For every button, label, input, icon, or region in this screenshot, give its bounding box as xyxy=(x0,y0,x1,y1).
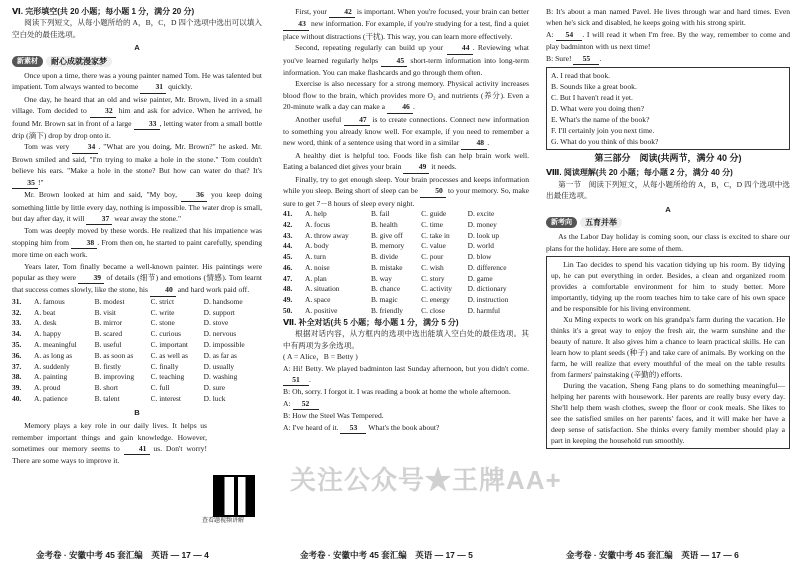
footer-page-4: 金考卷 · 安徽中考 45 套汇编 英语 — 17 — 4 xyxy=(36,550,209,560)
option-row xyxy=(12,318,262,329)
text: B: It's about a man named Pavel. He lives through war and hard times. Even when he's sick and disabled, he keeps going with his strong spirit. xyxy=(546,7,790,28)
options-table xyxy=(12,297,262,405)
option[interactable]: A. proud xyxy=(34,383,61,393)
watermark: 关注公众号★王牌AA+ xyxy=(290,465,562,495)
question-number: 47. xyxy=(283,273,293,283)
option[interactable]: A. meaningful xyxy=(34,339,77,349)
option-row xyxy=(12,351,262,362)
text: , letting water from a small bottle drip (滴下) drop by drop onto it. xyxy=(12,118,263,141)
question-number: 34. xyxy=(12,329,22,339)
section-title: Ⅷ. 阅读理解(共 20 小题；每小题 2 分，满分 40 分) xyxy=(546,168,733,178)
paragraph xyxy=(546,53,790,65)
qr-code[interactable] xyxy=(213,475,255,517)
question-number: 36. xyxy=(12,350,22,360)
option[interactable]: B. magic xyxy=(370,295,398,305)
option[interactable]: A. beat xyxy=(34,307,56,317)
answer-blank[interactable]: 42 xyxy=(329,6,355,18)
option[interactable]: B. fail xyxy=(370,208,390,218)
option[interactable]: B. modest xyxy=(94,296,125,306)
option[interactable]: C. strict xyxy=(150,296,174,306)
plan-paragraph: Xu Ming expects to work on his grandpa's farm during the vacation. He thinks it's a great way to enjoy the fresh air, the warm sunshine and the beauty of nature. It also gives him a chance to learn practical skills. He can learn how to plant seeds (种子) and take care of animals. By working on the farm, he will realize that every mouthful of the meal on the table results from farmers' painstaking (辛勤的) efforts. xyxy=(551,315,785,380)
text: Finally, try to get enough sleep. Your brain processes and keeps information while you sleep. Being short of sleep can be xyxy=(283,174,529,196)
text: Memory plays a key role in our daily lives. It helps us remember important things and gain knowledge. However, sometimes our memory seems to xyxy=(12,421,207,453)
text: . xyxy=(309,374,311,384)
option[interactable]: D. world xyxy=(467,241,494,251)
answer-blank[interactable]: 48 xyxy=(461,137,487,149)
text: A healthy diet is helpful too. Foods like fish can help brain work well. Eating a balanced diet gives your brain xyxy=(283,150,529,172)
option[interactable]: B. short xyxy=(94,383,119,393)
option[interactable]: B. useful xyxy=(94,339,122,349)
option[interactable]: A. help xyxy=(305,208,327,218)
paragraph xyxy=(283,174,529,209)
passage-a-body xyxy=(12,70,262,297)
option[interactable]: A. painting xyxy=(34,372,68,382)
text: is to create connections. Connect new information to something you already know well. For example, if you need to remember a new word, think of a sentence using that word in a similar xyxy=(283,114,529,148)
column-3 xyxy=(546,6,790,451)
text: Another useful xyxy=(295,114,344,124)
option[interactable]: A. famous xyxy=(34,296,65,306)
question-number: 40. xyxy=(12,393,22,403)
text: us. Don't worry! There are some ways to improve it. xyxy=(12,443,207,466)
dialog-options-box xyxy=(546,67,790,150)
option[interactable]: C. teaching xyxy=(150,372,185,382)
option[interactable]: A. desk xyxy=(34,318,57,328)
text: and hard work paid off. xyxy=(175,285,250,295)
paragraph xyxy=(12,225,262,260)
paragraph xyxy=(283,410,529,421)
text: First, your xyxy=(295,7,329,16)
answer-blank[interactable]: 33 xyxy=(134,118,160,130)
option[interactable]: D. nervous xyxy=(203,329,237,339)
option-row xyxy=(283,263,529,274)
qr-label: 查看题视频讲解 xyxy=(202,518,245,524)
text: A: Hi! Betty. We played badminton last Sunday afternoon, but you didn't come. xyxy=(283,363,529,373)
text: quickly. xyxy=(166,82,193,92)
dialog-roles: ( A = Alice，B = Betty ) xyxy=(283,352,358,362)
answer-blank[interactable]: 37 xyxy=(86,213,112,225)
question-number: 31. xyxy=(12,296,22,306)
option[interactable]: C. story xyxy=(421,273,445,283)
option-row xyxy=(12,394,262,405)
question-number: 44. xyxy=(283,241,293,251)
option[interactable]: D. difference xyxy=(467,262,507,272)
dialog-continued xyxy=(546,6,790,65)
option-row xyxy=(12,308,262,319)
text: it needs. xyxy=(429,162,457,172)
option[interactable]: C. full xyxy=(150,383,170,393)
question-number: 38. xyxy=(12,372,22,382)
option[interactable]: B. visit xyxy=(94,307,116,317)
question-number: 39. xyxy=(12,383,22,393)
option[interactable]: D. handsome xyxy=(203,296,243,306)
option[interactable]: C. take in xyxy=(421,230,450,240)
paragraph xyxy=(283,150,529,174)
answer-blank[interactable]: 52 xyxy=(293,398,319,410)
paragraph xyxy=(12,94,262,142)
text: of details (细节) and emotions (情感). Tom learnt that success comes slowly, like the stone, his xyxy=(12,272,262,295)
answer-blank[interactable]: 39 xyxy=(78,272,104,284)
paragraph xyxy=(283,398,529,410)
answer-blank[interactable]: 45 xyxy=(381,55,407,67)
text: Mr. Brown looked at him and said, "My boy, xyxy=(24,190,181,200)
option-row xyxy=(283,220,529,231)
section-title: Ⅵ. 完形填空(共 20 小题；每小题 1 分，满分 20 分) xyxy=(12,7,195,16)
answer-blank[interactable]: 50 xyxy=(420,185,446,197)
paragraph xyxy=(283,422,529,434)
option[interactable]: B. mistake xyxy=(370,262,403,272)
question-number: 50. xyxy=(283,306,293,316)
option[interactable]: D. instruction xyxy=(467,295,509,305)
passage-intro: As the Labor Day holiday is coming soon, our class is excited to share our plans for the holiday. Here are some of them. xyxy=(546,232,790,253)
footer-page-6: 金考卷 · 安徽中考 45 套汇编 英语 — 17 — 6 xyxy=(566,550,739,560)
text: new information. For example, if you're studying for a test, find a quiet place without distractions (干扰). This way, you can learn more effectively. xyxy=(283,19,529,41)
section-instructions: 阅读下列短文，从每小题所给的 A，B，C，D 四个选项中选出可以填入空白处的最佳选项。 xyxy=(12,18,262,39)
option[interactable]: D. usually xyxy=(203,361,235,371)
option[interactable]: A. plan xyxy=(305,273,327,283)
option[interactable]: D. stove xyxy=(203,318,229,328)
option-row xyxy=(12,340,262,351)
option[interactable]: C. value xyxy=(421,241,446,251)
option[interactable]: C. time xyxy=(421,219,443,229)
option[interactable]: B. mirror xyxy=(94,318,123,328)
passage-banner xyxy=(12,56,262,67)
answer-blank[interactable]: 46 xyxy=(387,101,413,113)
option-row xyxy=(283,284,529,295)
option[interactable]: A. body xyxy=(305,241,329,251)
option-row xyxy=(283,252,529,263)
footer-page-5: 金考卷 · 安徽中考 45 套汇编 英语 — 17 — 5 xyxy=(300,550,473,560)
option[interactable]: B. as soon as xyxy=(94,350,134,360)
dialog-option[interactable]: C. But I haven't read it yet. xyxy=(551,93,633,103)
answer-blank[interactable]: 53 xyxy=(340,422,366,434)
option[interactable]: A. as long as xyxy=(34,350,73,360)
option[interactable]: A. focus xyxy=(305,219,331,229)
question-number: 35. xyxy=(12,339,22,349)
paragraph xyxy=(283,363,529,387)
option[interactable]: C. close xyxy=(421,306,445,316)
text: A: xyxy=(546,29,557,39)
answer-blank[interactable]: 47 xyxy=(344,114,370,126)
paragraph xyxy=(546,29,790,53)
option[interactable]: B. firstly xyxy=(94,361,121,371)
text: Tom was deeply moved by these words. He realized that his impatience was stopping him from xyxy=(12,226,262,247)
text: . xyxy=(487,138,490,148)
option-row xyxy=(283,241,529,252)
option[interactable]: C. guide xyxy=(421,208,447,218)
banner-title: 耐心成就漫家梦 xyxy=(46,56,112,67)
plan-paragraph: During the vacation, Sheng Fang plans to do something meaningful—helping her parents with housework. Her parents are really busy every day. She'll help them wash clothes, sweep the floor or cook meals. She likes to see the satisfied smiles on her parents' faces, and it will make her have a deep sense of satisfaction. She thinks every family member should play a part in keeping the household run smoothly. xyxy=(551,381,785,446)
options-table xyxy=(283,209,529,317)
text: . "What are you doing, Mr. Brown?" he asked. Mr. Brown smiled and said, "I'm trying to make a hole in the stone." Tom couldn't believe his ears. "Make a hole in the stone? But how can water do that? It's xyxy=(12,142,262,176)
option[interactable]: B. talent xyxy=(94,393,120,403)
paragraph xyxy=(283,6,529,42)
passage-label: A xyxy=(665,204,671,214)
dialog-option[interactable]: B. Sounds like a great book. xyxy=(551,82,637,92)
question-number: 42. xyxy=(283,219,293,229)
question-number: 41. xyxy=(283,208,293,218)
passage-label: B xyxy=(134,407,140,417)
text: . From then on, he started to paint carefully, spending more time on each work. xyxy=(12,237,262,260)
plans-box xyxy=(546,256,790,449)
option[interactable]: A. positive xyxy=(305,306,338,316)
option[interactable]: A. turn xyxy=(305,252,326,262)
question-number: 37. xyxy=(12,361,22,371)
option[interactable]: D. dictionary xyxy=(467,284,507,294)
dialog-option[interactable]: F. I'll certainly join you next time. xyxy=(551,126,655,136)
option[interactable]: C. important xyxy=(150,339,188,349)
question-number: 49. xyxy=(283,295,293,305)
text: Years later, Tom finally became a well-known painter. His paintings were popular as they were xyxy=(12,261,262,282)
option[interactable]: A. happy xyxy=(34,329,62,339)
plan-paragraph: Lin Tao decides to spend his vacation tidying up his room. By tidying up, he can put everything in order. Besides, a clean and organized room provides a comfortable environment for him to study better. More importantly, tidying up the room teaches him to take care of his own space and be responsible for his living environment. xyxy=(551,260,785,314)
text: B: Sure! xyxy=(546,53,574,63)
option[interactable]: C. wish xyxy=(421,262,444,272)
answer-blank[interactable]: 55 xyxy=(573,53,599,65)
text: short-term information into long-term information. You can make flashcards and go through them often. xyxy=(283,55,529,78)
option[interactable]: B. scared xyxy=(94,329,123,339)
option[interactable]: B. give off xyxy=(370,230,403,240)
option[interactable]: B. divide xyxy=(370,252,399,262)
text: !" xyxy=(38,177,44,187)
paragraph xyxy=(283,42,529,78)
answer-blank[interactable]: 34 xyxy=(72,141,98,153)
text: wear away the stone." xyxy=(112,213,182,223)
section-instructions: 根据对话内容，从方框内的选项中选出能填入空白处的最佳选项。其中有两项为多余选项。 xyxy=(283,329,529,350)
text: Tom was very xyxy=(24,142,73,152)
text: is important. When you're focused, your brain can better xyxy=(354,7,529,16)
question-number: 32. xyxy=(12,307,22,317)
text: A: xyxy=(283,398,293,408)
option[interactable]: C. interest xyxy=(150,393,181,403)
banner-tag: 新考向 xyxy=(546,217,577,228)
text: you keep doing something little by little every day, nothing is impossible. The water drop is small, but day after day, it will xyxy=(12,190,262,223)
option[interactable]: B. way xyxy=(370,273,392,283)
question-number: 43. xyxy=(283,230,293,240)
section-instructions: 第一节 阅读下列短文，从每小题所给的 A，B，C，D 四个选项中选出最佳选项。 xyxy=(546,179,790,201)
text: him and ask for advice. When he arrived, he found Mr. Brown sat in front of a large xyxy=(12,106,262,128)
paragraph xyxy=(12,420,207,467)
option[interactable]: C. energy xyxy=(421,295,450,305)
option-row xyxy=(283,274,529,285)
option[interactable]: C. finally xyxy=(150,361,179,371)
section-title: Ⅶ. 补全对话(共 5 小题；每小题 1 分，满分 5 分) xyxy=(283,317,459,327)
dialog-option[interactable]: E. What's the name of the book? xyxy=(551,115,650,125)
paragraph xyxy=(546,6,790,29)
question-number: 33. xyxy=(12,318,22,328)
paragraph xyxy=(12,70,262,94)
option-row xyxy=(12,329,262,340)
option-row xyxy=(283,306,529,317)
answer-blank[interactable]: 35 xyxy=(12,177,38,189)
column-2 xyxy=(283,6,529,434)
answer-blank[interactable]: 31 xyxy=(140,81,166,93)
dialog-option[interactable]: A. I read that book. xyxy=(551,71,611,81)
answer-blank[interactable]: 43 xyxy=(283,18,309,30)
passage-b-body xyxy=(12,420,207,467)
option-row xyxy=(283,231,529,242)
answer-blank[interactable]: 54 xyxy=(556,29,582,41)
option[interactable]: A. situation xyxy=(305,284,340,294)
option[interactable]: C. curious xyxy=(150,329,181,339)
option[interactable]: A. suddenly xyxy=(34,361,70,371)
question-number: 45. xyxy=(283,252,293,262)
dialog-option[interactable]: G. What do you think of this book? xyxy=(551,137,659,147)
text: . I will read it when I'm free. By the way, remember to come and play badminton with us next time! xyxy=(546,29,791,52)
text: What's the book about? xyxy=(366,422,440,432)
option-row xyxy=(12,383,262,394)
option[interactable]: D. as far as xyxy=(203,350,237,360)
option-row xyxy=(12,297,262,308)
option[interactable]: D. money xyxy=(467,219,497,229)
paragraph xyxy=(283,114,529,150)
answer-blank[interactable]: 51 xyxy=(283,374,309,386)
answer-blank[interactable]: 49 xyxy=(403,161,429,173)
option[interactable]: B. memory xyxy=(370,241,405,251)
text: . xyxy=(599,53,602,63)
text: Once upon a time, there was a young painter named Tom. He was talented but impatient. Tom always wanted to become xyxy=(12,71,262,92)
passage-banner xyxy=(546,217,790,228)
option[interactable]: D. blow xyxy=(467,252,492,262)
option-row xyxy=(283,209,529,220)
text: B: Oh, sorry. I forgot it. I was reading a book at home the whole afternoon. xyxy=(283,387,511,397)
paragraph xyxy=(12,189,262,225)
passage-label: A xyxy=(134,43,140,53)
option[interactable]: D. excite xyxy=(467,208,495,218)
option-row xyxy=(12,362,262,373)
dialog xyxy=(283,363,529,434)
option-row xyxy=(12,372,262,383)
option[interactable]: C. pour xyxy=(421,252,444,262)
dialog-option[interactable]: D. What were you doing then? xyxy=(551,104,645,114)
option[interactable]: D. sure xyxy=(203,383,226,393)
passage-b-continued xyxy=(283,6,529,209)
paragraph xyxy=(12,261,262,297)
option[interactable]: C. as well as xyxy=(150,350,188,360)
option[interactable]: D. game xyxy=(467,273,493,283)
column-1 xyxy=(12,6,262,467)
question-number: 46. xyxy=(283,262,293,272)
answer-blank[interactable]: 40 xyxy=(150,284,176,296)
text: Second, repeating regularly can build up your xyxy=(295,43,447,53)
option[interactable]: C. stone xyxy=(150,318,175,328)
question-number: 48. xyxy=(283,284,293,294)
answer-blank[interactable]: 44 xyxy=(447,42,473,54)
paragraph xyxy=(283,386,529,397)
text: to your memory. So, make sure to get 7－8 hours of sleep every night. xyxy=(283,186,529,208)
option[interactable]: D. impossible xyxy=(203,339,245,349)
answer-blank[interactable]: 32 xyxy=(90,105,116,117)
option[interactable]: A. noise xyxy=(305,262,330,272)
option-row xyxy=(283,295,529,306)
paragraph xyxy=(283,78,529,113)
text: Exercise is also necessary for a strong memory. Physical activity increases blood flow to the brain, which provides more O₂ and nutrients (养分). Even a 20-minute walk a day can make a xyxy=(283,79,529,112)
text: . xyxy=(412,102,415,112)
option[interactable]: C. activity xyxy=(421,284,452,294)
option[interactable]: D. luck xyxy=(203,393,226,403)
option[interactable]: A. space xyxy=(305,295,331,305)
option[interactable]: D. washing xyxy=(203,372,238,382)
option[interactable]: A. patience xyxy=(34,393,68,403)
text: A: I've heard of it. xyxy=(283,422,341,432)
answer-blank[interactable]: 36 xyxy=(181,189,207,201)
text: B: How the Steel Was Tempered. xyxy=(283,411,384,421)
option[interactable]: D. look up xyxy=(467,230,500,240)
text: One day, he heard that an old and wise painter, Mr. Brown, lived in a small village. Tom decided to xyxy=(12,94,262,116)
option[interactable]: B. chance xyxy=(370,284,401,294)
option[interactable]: B. improving xyxy=(94,372,135,382)
part-title: 第三部分 阅读(共两节，满分 40 分) xyxy=(594,153,742,164)
text: . Reviewing what you've learned regularly helps xyxy=(283,43,529,65)
answer-blank[interactable]: 41 xyxy=(124,443,150,455)
option[interactable]: B. friendly xyxy=(370,306,403,316)
option[interactable]: C. write xyxy=(150,307,175,317)
paragraph xyxy=(12,141,262,189)
banner-tag: 新素材 xyxy=(12,56,43,67)
option[interactable]: D. support xyxy=(203,307,235,317)
option[interactable]: D. harmful xyxy=(467,306,501,316)
answer-blank[interactable]: 38 xyxy=(71,237,97,249)
option[interactable]: A. throw away xyxy=(305,230,349,240)
banner-title: 五育并举 xyxy=(580,217,622,228)
option[interactable]: B. health xyxy=(370,219,398,229)
